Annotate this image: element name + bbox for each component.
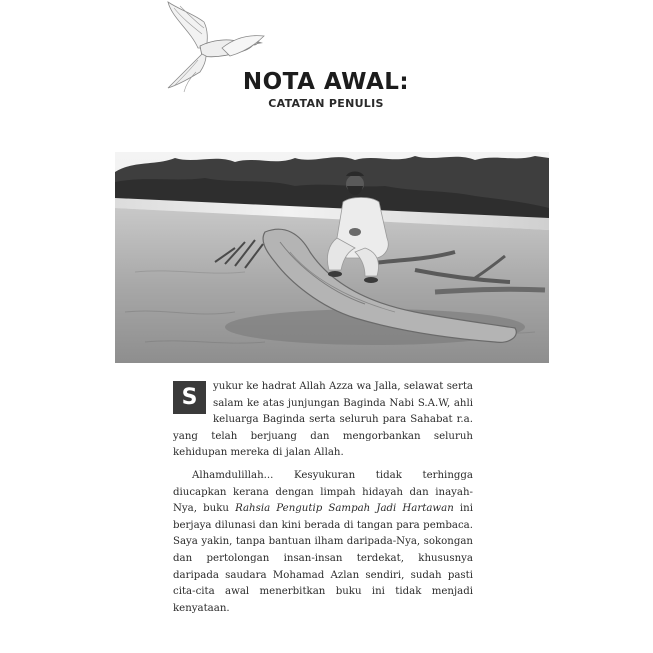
photo bbox=[115, 152, 549, 363]
page-subtitle: CATATAN PENULIS bbox=[268, 97, 384, 110]
page-title: NOTA AWAL: bbox=[242, 69, 410, 95]
paragraph-1 bbox=[173, 379, 473, 462]
paragraph-2-text-a: Alhamdulillah... Kesyukuran tidak terhingga diucapkan kerana dengan limpah hidayah dan inayah-Nya, buku bbox=[173, 469, 473, 515]
body-text bbox=[173, 379, 473, 623]
drop-cap: S bbox=[173, 381, 206, 414]
book-title: Rahsia Pengutip Sampah Jadi Hartawan bbox=[235, 503, 454, 515]
paragraph-2 bbox=[173, 468, 473, 617]
paragraph-1-text: yukur ke hadrat Allah Azza wa Jalla, selawat serta salam ke atas junjungan Baginda Nabi S.A.W, ahli keluarga Baginda serta seluruh para Sahabat r.a. yang telah berjuang dan mengorbankan seluruh kehidupan mereka di jalan Allah. bbox=[173, 381, 473, 459]
paragraph-2-text-b: ini berjaya dilunasi dan kini berada di tangan para pembaca. Saya yakin, tanpa bantuan ilham daripada-Nya, sokongan dan pertolongan insan-insan terdekat, khususnya daripada saudara Mohamad Azlan sendiri, sudah pasti cita-cita awal menerbitkan buku ini tidak menjadi kenyataan. bbox=[173, 503, 473, 614]
